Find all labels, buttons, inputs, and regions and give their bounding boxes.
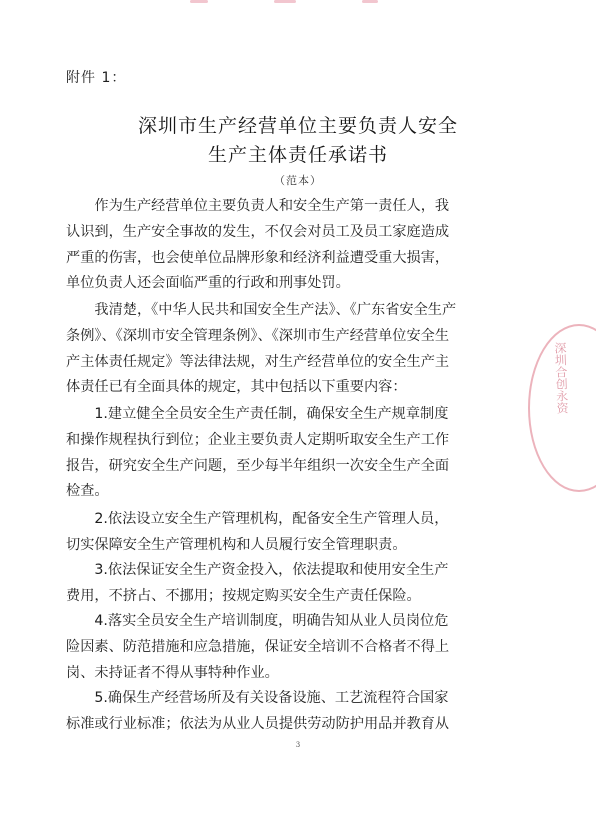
paragraph-line: 3.依法保证安全生产资金投入，依法提取和使用安全生产 bbox=[66, 562, 449, 578]
paragraph-line: 4.落实全员安全生产培训制度，明确告知从业人员岗位危 bbox=[66, 613, 449, 629]
paragraph-1 bbox=[66, 194, 530, 297]
page-number: 3 bbox=[295, 741, 301, 749]
paragraph-6 bbox=[66, 609, 530, 686]
paragraph-line: 检查。 bbox=[66, 483, 109, 500]
document-subtitle: （范本） bbox=[274, 174, 322, 187]
paragraph-line: 认识到，生产安全事故的发生，不仅会对员工及员工家庭造成 bbox=[66, 223, 450, 240]
paragraph-line: 切实保障安全生产管理机构和人员履行安全管理职责。 bbox=[66, 536, 407, 553]
paragraph-4 bbox=[66, 507, 530, 559]
attachment-label: 附件 1： bbox=[66, 70, 127, 86]
paragraph-line: 严重的伤害，也会使单位品牌形象和经济利益遭受重大损害， bbox=[66, 249, 450, 266]
paragraph-line: 1.建立健全全员安全生产责任制，确保安全生产规章制度 bbox=[66, 406, 449, 422]
paragraph-line: 单位负责人还会面临严重的行政和刑事处罚。 bbox=[66, 275, 350, 292]
document-title-line-1: 深圳市生产经营单位主要负责人安全 bbox=[137, 115, 458, 137]
paragraph-line: 岗、未持证者不得从事特种作业。 bbox=[66, 664, 279, 681]
top-pink-marks bbox=[190, 0, 450, 6]
paragraph-line: 和操作规程执行到位；企业主要负责人定期听取安全生产工作 bbox=[66, 431, 450, 448]
paragraph-line: 体责任已有全面具体的规定，其中包括以下重要内容： bbox=[66, 379, 407, 396]
paragraph-2 bbox=[66, 298, 530, 401]
paragraph-line: 产主体责任规定》等法律法规，对生产经营单位的安全生产主 bbox=[66, 353, 450, 370]
paragraph-line: 险因素、防范措施和应急措施，保证安全培训不合格者不得上 bbox=[66, 638, 450, 655]
paragraph-line: 5.确保生产经营场所及有关设备设施、工艺流程符合国家 bbox=[66, 690, 449, 706]
paragraph-line: 费用，不挤占、不挪用；按规定购买安全生产责任保险。 bbox=[66, 587, 421, 604]
paragraph-line: 我清楚，《中华人民共和国安全生产法》、《广东省安全生产 bbox=[66, 302, 457, 318]
paragraph-3 bbox=[66, 402, 530, 505]
paragraph-line: 报告，研究安全生产问题，至少每半年组织一次安全生产全面 bbox=[66, 457, 450, 474]
red-stamp-text: 深圳合创永资 bbox=[552, 341, 570, 415]
paragraph-7 bbox=[66, 686, 530, 738]
document-title-line-2: 生产主体责任承诺书 bbox=[207, 144, 388, 166]
paragraph-5 bbox=[66, 558, 530, 610]
paragraph-line: 条例》、《深圳市安全管理条例》、《深圳市生产经营单位安全生 bbox=[66, 327, 450, 344]
paragraph-line: 标准或行业标准；依法为从业人员提供劳动防护用品并教育从 bbox=[66, 715, 450, 732]
paragraph-line: 作为生产经营单位主要负责人和安全生产第一责任人，我 bbox=[66, 198, 450, 214]
paragraph-line: 2.依法设立安全生产管理机构，配备安全生产管理人员， bbox=[66, 511, 449, 527]
